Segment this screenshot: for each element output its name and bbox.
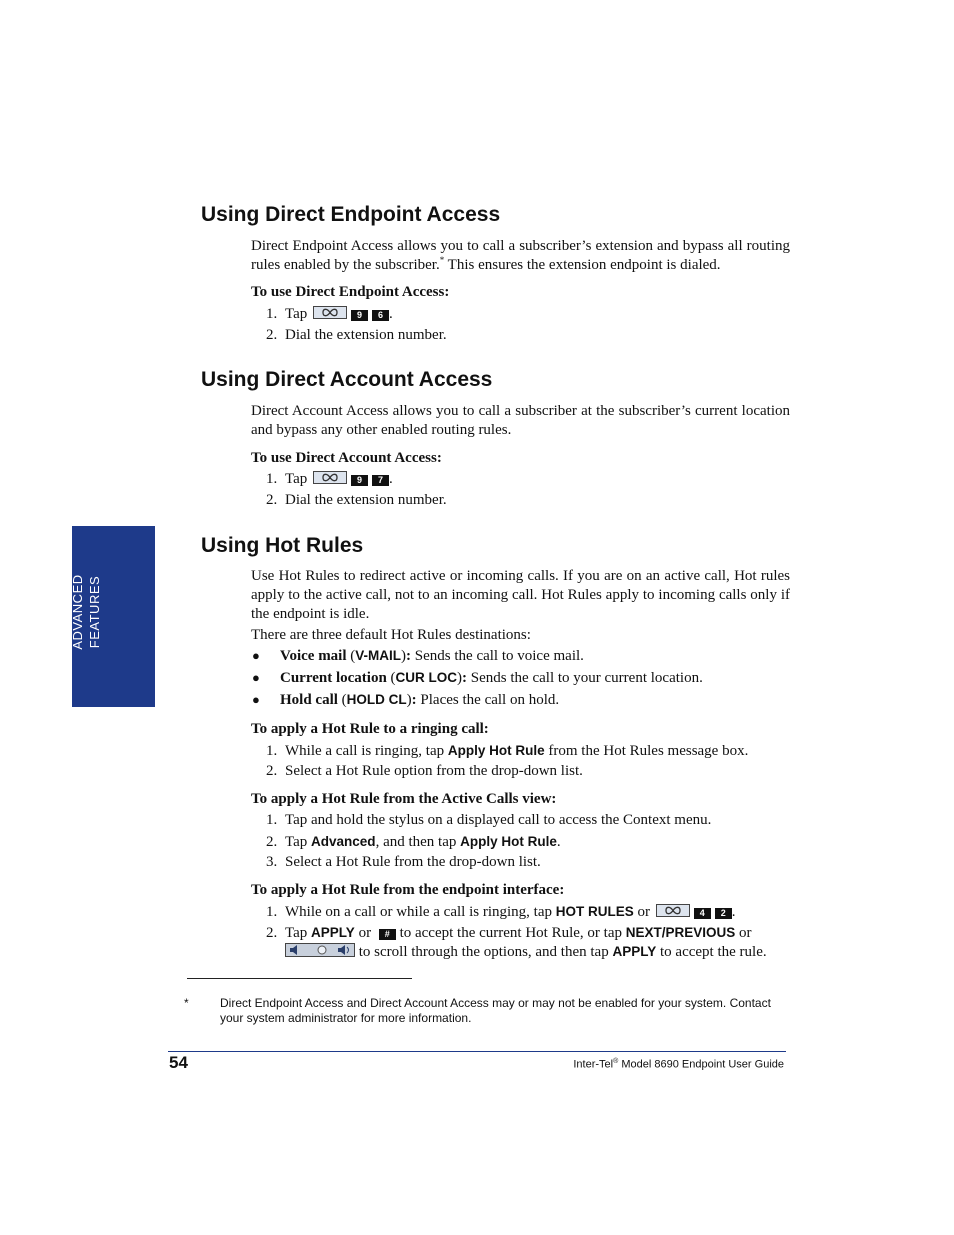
dea-body: [251, 237, 790, 275]
step-text: Tap: [285, 925, 312, 941]
hot-proc1-step-1: [266, 741, 748, 761]
section-title-direct-account-access: Using Direct Account Access: [201, 368, 493, 391]
hot-proc2-step-2: [266, 832, 561, 852]
registered-mark: ®: [613, 1058, 619, 1065]
ui-term-separator: /: [661, 925, 666, 940]
step-number: 1.: [266, 306, 278, 322]
key-pound: #: [379, 929, 396, 940]
bullet-icon: ●: [252, 692, 260, 707]
section-title-hot-rules: Using Hot Rules: [201, 534, 364, 557]
hot-proc1-step-2: [266, 762, 583, 781]
key-2: 2: [715, 908, 732, 919]
bullet-desc: Places the call on hold.: [420, 692, 560, 708]
hot-proc1-title: To apply a Hot Rule to a ringing call:: [251, 721, 489, 737]
hot-proc3-step-1: 1. While on a call or while a call is ringing, tap HOT RULES or 4 2 .: [266, 904, 736, 920]
ui-term: HOT RULES: [555, 904, 634, 919]
bullet-icon: ●: [252, 648, 260, 663]
key-7: 7: [372, 475, 389, 486]
bullet-hold-call: ● Hold call (HOLD CL): Places the call on hold.: [252, 692, 560, 708]
step-text: While on a call or while a call is ringing, tap: [285, 904, 556, 920]
step-text: from the Hot Rules message box.: [544, 743, 749, 759]
bullet-name: Hold call: [280, 692, 338, 708]
footnote-divider: [187, 978, 412, 979]
step-text: to scroll through the options, and then tap: [355, 944, 613, 960]
infinity-icon: [656, 904, 690, 917]
side-tab-line-1: ADVANCED: [70, 574, 85, 650]
step-number: 2.: [266, 834, 278, 850]
guide-brand: Inter-Tel: [573, 1058, 614, 1071]
dea-procedure-title: To use Direct Endpoint Access:: [251, 284, 450, 300]
step-number: 1.: [266, 471, 278, 487]
step-text: While a call is ringing, tap: [285, 743, 448, 759]
bullet-current-location: ● Current location (CUR LOC): Sends the call to your current location.: [252, 670, 703, 686]
step-text: Tap and hold the stylus on a displayed call to access the Context menu.: [285, 812, 712, 828]
bullet-desc: Sends the call to voice mail.: [414, 648, 584, 664]
step-text: or: [633, 904, 651, 920]
step-number: 1.: [266, 812, 278, 828]
step-number: 3.: [266, 854, 278, 870]
hot-destinations-intro: There are three default Hot Rules destinations:: [251, 627, 531, 643]
step-text: or: [358, 925, 375, 941]
step-number: 2.: [266, 925, 278, 941]
bullet-code: V-MAIL: [355, 648, 402, 663]
footnote-mark: *: [184, 996, 189, 1010]
dea-body-text: Direct Endpoint Access allows you to call a subscriber’s extension and bypass all routing rules enabled by the subscriber.: [251, 238, 790, 273]
hot-proc3-title: To apply a Hot Rule from the endpoint interface:: [251, 882, 565, 898]
step-text: Tap: [285, 834, 312, 850]
section-title-direct-endpoint-access: Using Direct Endpoint Access: [201, 203, 501, 226]
side-tab-line-2: FEATURES: [87, 575, 102, 649]
infinity-icon: [313, 306, 347, 319]
hot-proc2-step-1: [266, 811, 711, 830]
step-text: or: [739, 925, 752, 941]
key-6: 6: [372, 310, 389, 321]
ui-term: Apply Hot Rule: [460, 834, 557, 849]
dea-step-1: 1. Tap 9 6 .: [266, 306, 393, 322]
bullet-code: HOLD CL: [346, 692, 407, 707]
step-text: Select a Hot Rule from the drop-down list.: [285, 854, 541, 870]
key-4: 4: [694, 908, 711, 919]
bullet-desc: Sends the call to your current location.: [470, 670, 703, 686]
daa-step-2: [266, 491, 447, 510]
footnote-text: Direct Endpoint Access and Direct Account Access may or may not be enabled for your system. Contact your system administrator for more information.: [220, 996, 771, 1025]
step-number: 2.: [266, 327, 278, 343]
daa-step-1: 1. Tap 9 7 .: [266, 471, 393, 487]
daa-body: Direct Account Access allows you to call a subscriber at the subscriber’s current location and bypass any other enabled routing rules.: [251, 403, 790, 438]
hot-proc2-step-3: [266, 853, 541, 872]
side-tab-label: [69, 574, 103, 649]
volume-icon: [285, 943, 355, 957]
step-number: 2.: [266, 492, 278, 508]
step-number: 1.: [266, 904, 278, 920]
ui-term: NEXT: [625, 925, 662, 940]
ui-term: Advanced: [311, 834, 376, 849]
infinity-icon: [313, 471, 347, 484]
ui-term: Apply Hot Rule: [447, 743, 545, 758]
key-9: 9: [351, 475, 368, 486]
dea-body-text-b: This ensures the extension endpoint is dialed.: [444, 257, 721, 273]
hot-proc3-step-2-cont: [285, 942, 767, 962]
step-text: Dial the extension number.: [285, 327, 447, 343]
bullet-voice-mail: ● Voice mail (V-MAIL): Sends the call to voice mail.: [252, 648, 584, 664]
guide-title: [573, 1058, 784, 1071]
step-number: 2.: [266, 763, 278, 779]
bullet-name: Voice mail: [280, 648, 347, 664]
hot-proc2-title: To apply a Hot Rule from the Active Calls view:: [251, 791, 557, 807]
ui-term: APPLY: [311, 925, 355, 940]
step-text: Dial the extension number.: [285, 492, 447, 508]
key-9: 9: [351, 310, 368, 321]
step-text: to accept the rule.: [656, 944, 767, 960]
bullet-icon: ●: [252, 670, 260, 685]
step-number: 1.: [266, 743, 278, 759]
step-text: Select a Hot Rule option from the drop-down list.: [285, 763, 583, 779]
step-text: to accept the current Hot Rule, or tap: [399, 925, 626, 941]
ui-term: APPLY: [612, 944, 657, 959]
hot-body: Use Hot Rules to redirect active or incoming calls. If you are on an active call, Hot rules apply to the active call, not to an incoming call. Hot Rules apply to incoming calls only if the endpoint is idle.: [251, 568, 790, 622]
step-text: Tap: [285, 306, 308, 322]
dea-step-2: [266, 326, 447, 345]
bullet-code: CUR LOC: [395, 670, 458, 685]
footnote-ref: *: [439, 255, 445, 265]
step-text: Tap: [285, 471, 308, 487]
page-number: 54: [169, 1053, 188, 1072]
hot-proc3-step-2: [266, 923, 752, 943]
ui-term: PREVIOUS: [665, 925, 736, 940]
daa-procedure-title: To use Direct Account Access:: [251, 450, 442, 466]
guide-name: Model 8690 Endpoint User Guide: [618, 1058, 784, 1071]
step-text: , and then tap: [375, 834, 461, 850]
bullet-name: Current location: [280, 670, 387, 686]
step-text: .: [556, 834, 561, 850]
footer-divider: [168, 1051, 786, 1052]
